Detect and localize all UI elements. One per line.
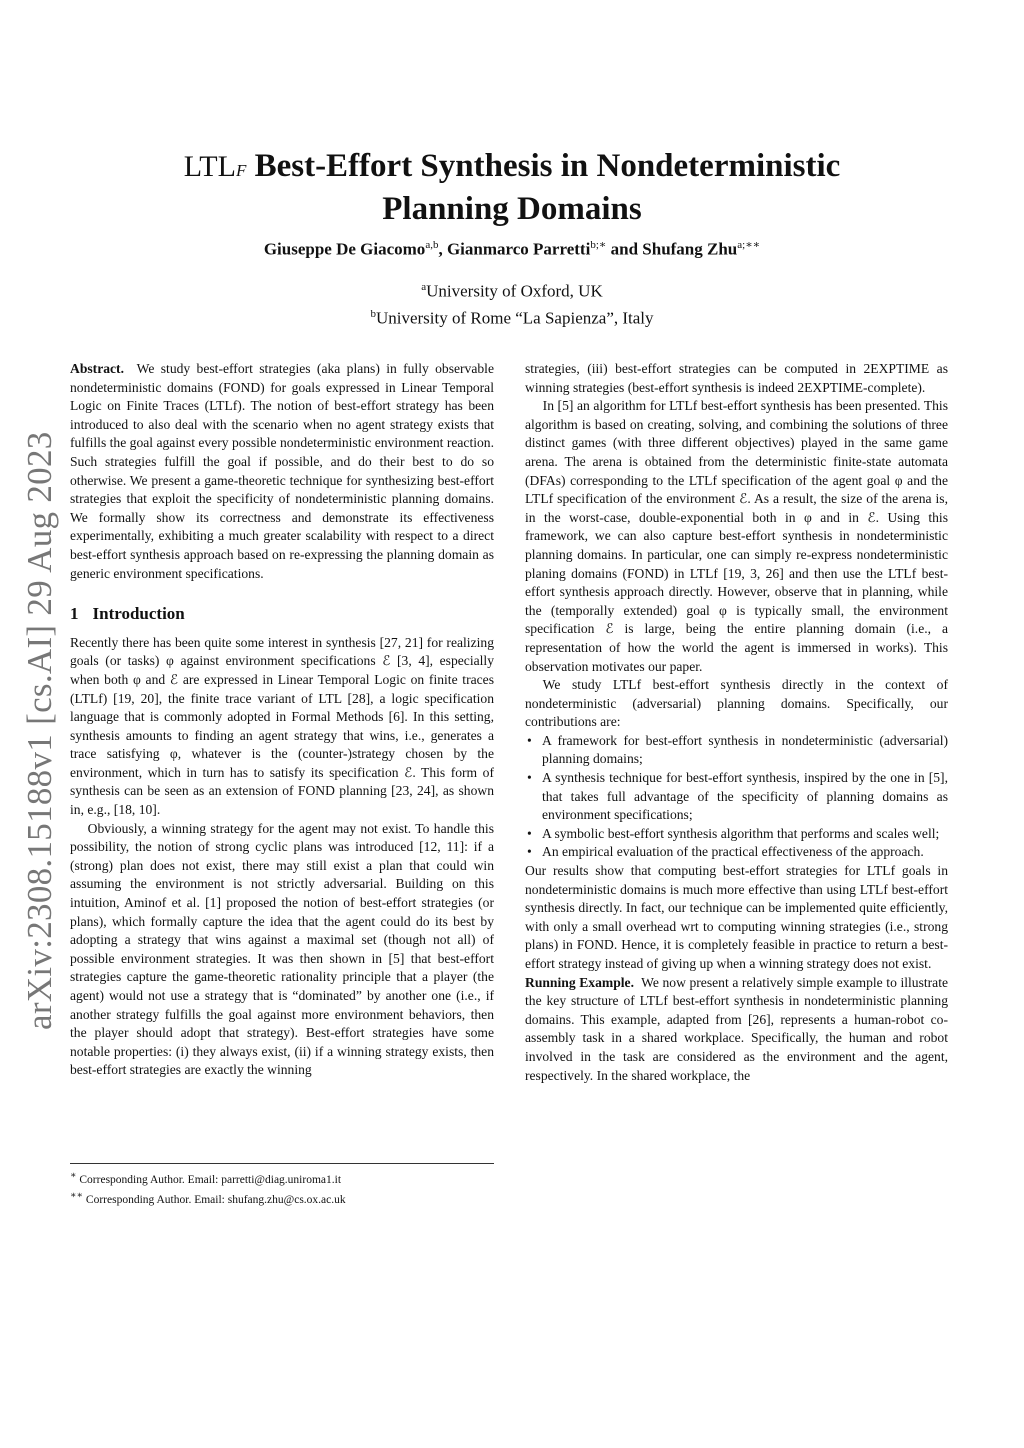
running-example-label: Running Example. <box>525 974 634 990</box>
footnote-rule <box>70 1163 494 1164</box>
author-1: Giuseppe De Giacomo <box>263 239 426 259</box>
footnote-2: ∗∗ Corresponding Author. Email: shufang.zhu@cs.ox.ac.uk <box>70 1189 346 1206</box>
abstract-label: Abstract. <box>70 361 124 376</box>
list-item: • A symbolic best-effort synthesis algorithm that performs and scales well; <box>527 825 940 841</box>
title-line-2: Planning Domains <box>382 191 642 227</box>
affiliation-1: $^a$University of Oxford, UK <box>421 281 603 301</box>
abstract <box>70 360 494 583</box>
running-example-paragraph: Running Example. We now present a relatively simple example to illustrate the key structure of LTLf best-effort synthesis in nondeterministic planning domains. This example, adapted from [26], represents a human-robot co-assembly task in a shared workplace. Specifically, the human and robot involved in the task are considered as the environment and the agent, respectively. In the shared workplace, the <box>525 974 949 1083</box>
affiliation-2: $^b$University of Rome “La Sapienza”, Italy <box>370 307 654 328</box>
title-ltlf-symbol: LTLf <box>183 150 247 183</box>
list-item: • A framework for best-effort synthesis in nondeterministic (adversarial) planning domains; <box>527 732 948 767</box>
author-2: Gianmarco Parretti <box>446 239 591 259</box>
right-paragraph-1: strategies, (iii) best-effort strategies can be computed in 2EXPTIME as winning strategies (best-effort synthesis is indeed 2EXPTIME-complete). <box>525 361 948 395</box>
right-paragraph-4: Our results show that computing best-effort strategies for LTLf goals in nondeterministic domains is much more effective than using LTLf best-effort synthesis directly. In fact, our technique can be implemented quite efficiently, with only a small overhead wrt to computing winning strategies (i.e., strong plans) in FOND. Hence, it is completely feasible in practice to return a best-effort strategy instead of giving up when a winning strategy does not exist. <box>525 863 948 971</box>
footnotes <box>70 1163 494 1208</box>
footnote-1: ∗ Corresponding Author. Email: parretti@diag.uniroma1.it <box>70 1170 342 1186</box>
list-item: • An empirical evaluation of the practical effectiveness of the approach. <box>527 844 924 860</box>
list-item: • A synthesis technique for best-effort synthesis, inspired by the one in [5], that takes full advantage of the specificity of planning domains as environment specifications; <box>527 770 948 823</box>
affiliations <box>60 276 964 329</box>
contribution-list <box>525 732 948 862</box>
right-column <box>525 360 948 1085</box>
right-paragraph-3: We study LTLf best-effort synthesis directly in the context of nondeterministic (adversarial) planning domains. Specifically, our contributions are: <box>525 677 948 730</box>
title-line-1: LTLf Best-Effort Synthesis in Nondeterministic <box>183 148 841 184</box>
author-3: Shufang Zhu <box>642 239 738 259</box>
right-paragraph-2: In [5] an algorithm for LTLf best-effort synthesis has been presented. This algorithm is based on creating, solving, and combining the solutions of three distinct games (with three different objectives) played in the same game arena. The arena is obtained from the deterministic finite-state automata (DFAs) corresponding to the LTLf specification of the agent goal φ and the LTLf specification of the environment ℰ. As a result, the size of the arena is, in the worst-case, double-exponential both in φ and in ℰ. Using this framework, we can also capture best-effort synthesis in nondeterministic planning domains. In particular, one can simply re-express nondeterministic planing domains (FOND) in LTLf [19, 3, 26] and then use the LTLf best-effort synthesis approach directly. However, observe that in planning, while the (temporally extended) goal φ is typically small, the environment specification ℰ is large, being the entire planning domain (i.e., a representation of how the world the agent is immersed in works). This observation motivates our paper. <box>525 398 948 674</box>
section-heading-introduction: 1 Introduction <box>70 604 185 624</box>
intro-paragraph-2: Obviously, a winning strategy for the agent may not exist. To handle this possibility, the notion of strong cyclic plans was introduced [12, 11]: if a (strong) plan does not exist, there may still exist a plan that could win assuming the environment is not strictly adversarial. Building on this intuition, Aminof et al. [1] proposed the notion of best-effort strategies (or plans), which formally capture the idea that the agent could do its best by adopting a strategy that wins against a maximal set (though not all) of possible environment strategies. It was then shown in [5] that best-effort strategies capture the game-theoretic rationality principle that a player (the agent) would not use a strategy that is “dominated” by another one (i.e., if another strategy fulfills the goal against more environment behaviors, then the player should adopt that strategy). Best-effort strategies have some notable properties: (i) they always exist, (ii) if a winning strategy exists, then best-effort strategies are exactly the winning <box>70 820 494 1078</box>
paper-title <box>60 146 964 229</box>
arxiv-identifier-text: arXiv:2308.15188v1 [cs.AI] 29 Aug 2023 <box>20 431 59 1030</box>
intro-paragraph-1: Recently there has been quite some interest in synthesis [27, 21] for realizing goals (or tasks) φ against environment specifications ℰ [3, 4], especially when both φ and ℰ are expressed in Linear Temporal Logic on finite traces (LTLf) [19, 20], the finite trace variant of LTL [28], a logic specification language that is commonly adopted in Formal Methods [6]. In this setting, synthesis amounts to finding an agent strategy that wins, i.e., generates a trace satisfying φ, whatever is the (counter-)strategy chosen by the environment, which in turn has to satisfy its specification ℰ. This form of synthesis can be seen as an extension of FOND planning [23, 24], as shown in, e.g., [18, 10]. <box>70 634 494 818</box>
author-list: Giuseppe De Giacomo$^{a,b}$, Gianmarco Parretti$^{b;∗}$ and Shufang Zhu$^{a;∗∗}$ <box>263 239 761 259</box>
left-column <box>70 360 494 1080</box>
abstract-text: We study best-effort strategies (aka plans) in fully observable nondeterministic domains (FOND) for goals expressed in Linear Temporal Logic on Finite Traces (LTLf). The notion of best-effort strategy has been introduced to also deal with the scenario when no agent strategy exists that fulfills the goal against every possible nondeterministic environment reaction. Such strategies fulfill the goal if possible, and do their best to do so otherwise. We present a game-theoretic technique for synthesizing best-effort strategies that exploit the specificity of nondeterministic planning domains. We formally show its correctness and demonstrate its effectiveness experimentally, exhibiting a much greater scalability with respect to a direct best-effort synthesis approach based on re-expressing the planning domain as generic environment specifications. <box>70 361 494 581</box>
